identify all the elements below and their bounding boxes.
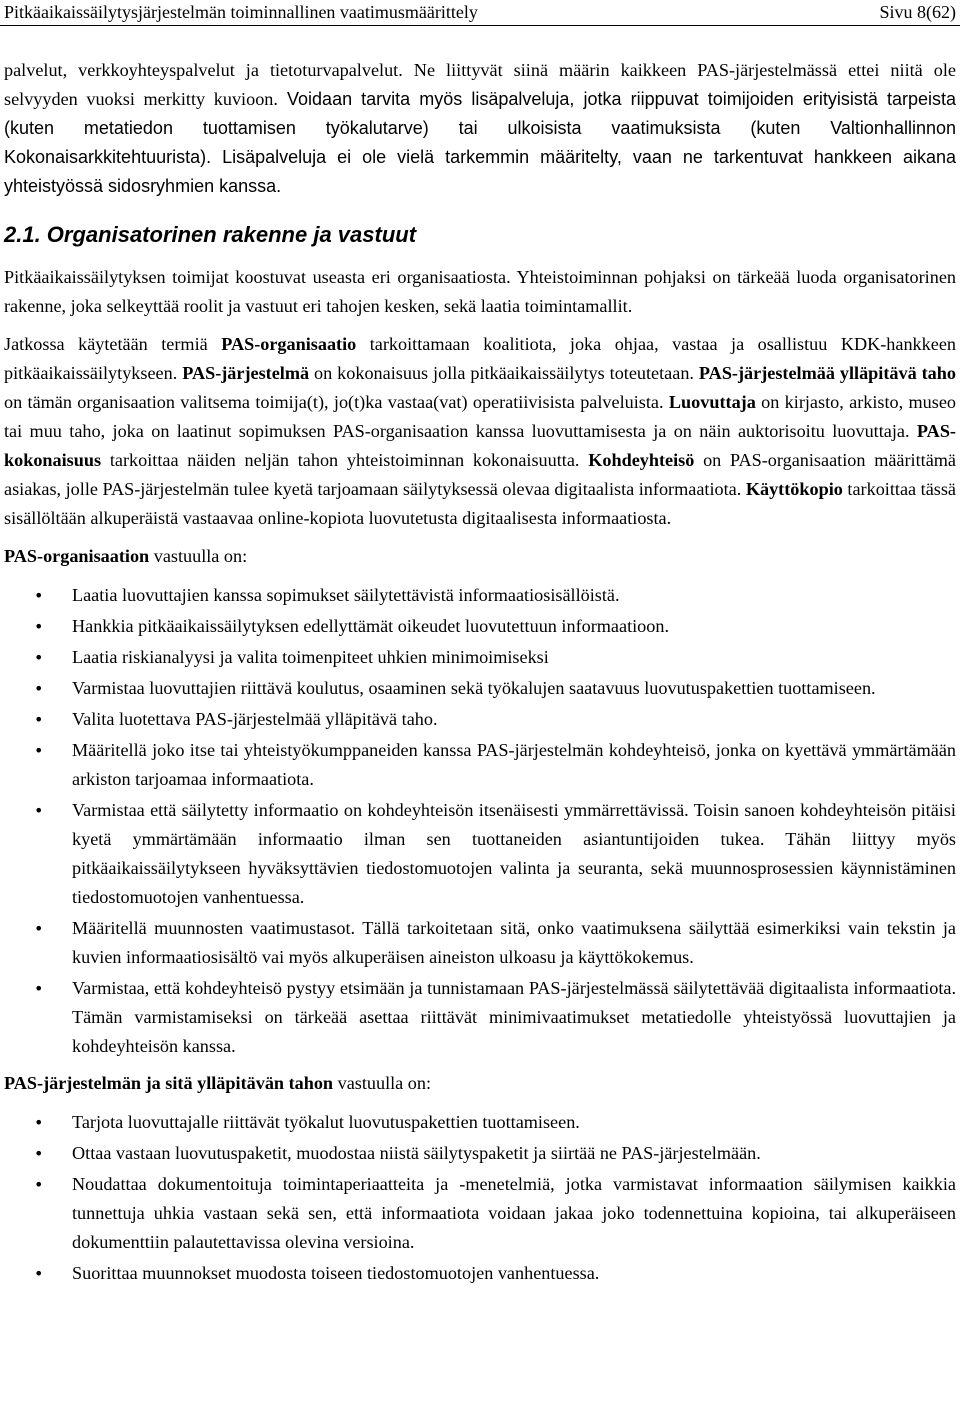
paragraph-definitions <box>4 330 956 533</box>
list-item <box>4 796 956 912</box>
def-text-5: on kirjasto, arkisto, museo tai muu taho, joka on laatinut sopimuksen PAS-organisaation kanssa luovuttamisesta ja on näin auktorisoitu luovuttaja. <box>4 392 956 441</box>
bullet-icon: • <box>34 679 44 698</box>
list2 <box>4 1108 956 1288</box>
list-item-text: Varmistaa luovuttajien riittävä koulutus, osaaminen sekä työkalujen saatavuus luovutuspakettien tuottamiseen. <box>72 678 876 698</box>
bullet-icon: • <box>34 801 44 820</box>
def-text-4: on tämän organisaation valitsema toimija(t), jo(t)ka vastaa(vat) operatiivisista palveluista. <box>4 392 669 412</box>
page-number: Sivu 8(62) <box>879 2 956 22</box>
bullet-icon: • <box>34 1144 44 1163</box>
list-item-text: Varmistaa että säilytetty informaatio on kohdeyhteisön itsenäisesti ymmärrettävissä. Toisin sanoen kohdeyhteisön pitäisi kyetä ymmärtämään informaatio ilman sen tuottaneiden asiantuntijoiden tukea. Tähän liittyy myös pitkäaikaissäilytykseen hyväksyttävien tiedostomuotojen valinta ja seuranta, sekä muunnosprosessien käynnistäminen tiedostomuotojen vanhentuessa. <box>72 800 956 907</box>
list-item-text: Valita luotettava PAS-järjestelmää ylläpitävä taho. <box>72 709 438 729</box>
list-item-text: Laatia luovuttajien kanssa sopimukset säilytettävistä informaatiosisällöistä. <box>72 585 620 605</box>
list-item <box>4 974 956 1061</box>
section-heading: 2.1. Organisatorinen rakenne ja vastuut <box>4 222 417 247</box>
list-item-text: Laatia riskianalyysi ja valita toimenpiteet uhkien minimoimiseksi <box>72 647 549 667</box>
list-item <box>4 705 956 734</box>
paragraph-intro-organisation: Pitkäaikaissäilytyksen toimijat koostuvat useasta eri organisaatiosta. Yhteistoiminnan pohjaksi on tärkeää luoda organisatorinen rakenne, joka selkeyttää roolit ja vastuut eri tahojen kesken, sekä laatia toimintamallit. <box>4 267 956 316</box>
list-item <box>4 914 956 972</box>
list-item <box>4 643 956 672</box>
bullet-icon: • <box>34 979 44 998</box>
list-item <box>4 612 956 641</box>
def-text-2: tarkoittamaan koalitiota, joka ohjaa, vastaa ja osallistuu KDK-hankkeen pitkäaikaissäilytykseen. <box>4 334 956 383</box>
list2-lead-text: vastuulla on: <box>333 1073 432 1093</box>
bullet-icon: • <box>34 648 44 667</box>
intro-paragraph <box>4 56 956 201</box>
bullet-icon: • <box>34 617 44 636</box>
bullet-icon: • <box>34 1113 44 1132</box>
list-item-text: Noudattaa dokumentoituja toimintaperiaatteita ja -menetelmiä, jotka varmistavat informaation säilymisen kaikkia tunnettuja uhkia vastaan sekä sen, että informaatiota voidaan jakaa joko todennettuina kopioina, tai alkuperäiseen dokumenttiin palautettavissa olevina versioina. <box>72 1174 956 1252</box>
page-content <box>4 56 956 1290</box>
list-item <box>4 1170 956 1257</box>
list2-lead-term: PAS-järjestelmän ja sitä ylläpitävän tahon <box>4 1073 334 1093</box>
list-item-text: Varmistaa, että kohdeyhteisö pystyy etsimään ja tunnistamaan PAS-järjestelmässä säilytettävää digitaalista informaatiota. Tämän varmistamiseksi on tärkeää asettaa riittävät minimivaatimukset metatiedolle yhteistyössä luovuttajien ja kohdeyhteisön kanssa. <box>72 978 956 1056</box>
intro-paragraph-serif: palvelut, verkkoyhteyspalvelut ja tietoturvapalvelut. Ne liittyvät siinä määrin kaikkeen PAS-järjestelmässä ettei niitä ole selvyyden vuoksi merkitty kuvioon. <box>4 60 956 109</box>
bullet-icon: • <box>34 1264 44 1283</box>
list-item-text: Määritellä muunnosten vaatimustasot. Tällä tarkoitetaan sitä, onko vaatimuksena säilyttää esimerkiksi vain tekstin ja kuvien informaatiosisältö vai myös alkuperäisen aineiston ulkoasu ja käyttökokemus. <box>72 918 956 967</box>
term-yllapitava-taho: PAS-järjestelmää ylläpitävä taho <box>698 363 956 383</box>
list2-lead <box>4 1069 956 1098</box>
list-item-text: Ottaa vastaan luovutuspaketit, muodostaa niistä säilytyspaketit ja siirtää ne PAS-järjestelmään. <box>72 1143 761 1163</box>
list1 <box>4 581 956 1061</box>
def-text-8: tarkoittaa tässä sisällöltään alkuperäistä vastaavaa online-kopiota luovutetusta digitaalisesta informaatiosta. <box>4 479 956 528</box>
list-item <box>4 1139 956 1168</box>
list-item <box>4 674 956 703</box>
document-title: Pitkäaikaissäilytysjärjestelmän toiminnallinen vaatimusmäärittely <box>4 2 478 22</box>
list-item <box>4 1108 956 1137</box>
term-kayttokopio: Käyttökopio <box>745 479 843 499</box>
bullet-icon: • <box>34 919 44 938</box>
def-text-1: Jatkossa käytetään termiä <box>4 334 222 354</box>
list-item <box>4 1259 956 1288</box>
list1-lead <box>4 542 956 571</box>
term-pas-kokonaisuus: PAS-kokonaisuus <box>4 421 956 470</box>
term-pas-organisaatio: PAS-organisaatio <box>221 334 357 354</box>
def-text-7: on PAS-organisaation määrittämä asiakas, jolle PAS-järjestelmän tulee kyetä tarjoamaan säilytyksessä olevaa digitaalista informaatiota. <box>4 450 957 499</box>
bullet-icon: • <box>34 1175 44 1194</box>
bullet-icon: • <box>34 741 44 760</box>
bullet-icon: • <box>34 710 44 729</box>
list-item-text: Tarjota luovuttajalle riittävät työkalut luovutuspakettien tuottamiseen. <box>72 1112 580 1132</box>
page-header <box>0 0 960 26</box>
list1-lead-term: PAS-organisaation <box>4 546 150 566</box>
list-item-text: Määritellä joko itse tai yhteistyökumppaneiden kanssa PAS-järjestelmän kohdeyhteisö, jonka on kyettävä ymmärtämään arkiston tarjoamaa informaatiota. <box>72 740 956 789</box>
list-item-text: Hankkia pitkäaikaissäilytyksen edellyttämät oikeudet luovutettuun informaatioon. <box>72 616 670 636</box>
term-luovuttaja: Luovuttaja <box>668 392 756 412</box>
term-pas-jarjestelma: PAS-järjestelmä <box>182 363 310 383</box>
list-item <box>4 581 956 610</box>
intro-paragraph-sans: Voidaan tarvita myös lisäpalveluja, jotka riippuvat toimijoiden erityisistä tarpeista (kuten metatiedon tuottamisen työkalutarve) tai ulkoisista vaatimuksista (kuten Valtionhallinnon Kokonaisarkkitehtuurista). Lisäpalveluja ei ole vielä tarkemmin määritelty, vaan ne tarkentuvat hankkeen aikana yhteistyössä sidosryhmien kanssa. <box>4 89 956 196</box>
def-text-6: tarkoittaa näiden neljän tahon yhteistoiminnan kokonaisuutta. <box>101 450 589 470</box>
list1-lead-text: vastuulla on: <box>149 546 248 566</box>
list-item-text: Suorittaa muunnokset muodosta toiseen tiedostomuotojen vanhentuessa. <box>72 1263 600 1283</box>
list-item <box>4 736 956 794</box>
def-text-3: on kokonaisuus jolla pitkäaikaissäilytys toteutetaan. <box>309 363 699 383</box>
bullet-icon: • <box>34 586 44 605</box>
term-kohdeyhteiso: Kohdeyhteisö <box>588 450 695 470</box>
